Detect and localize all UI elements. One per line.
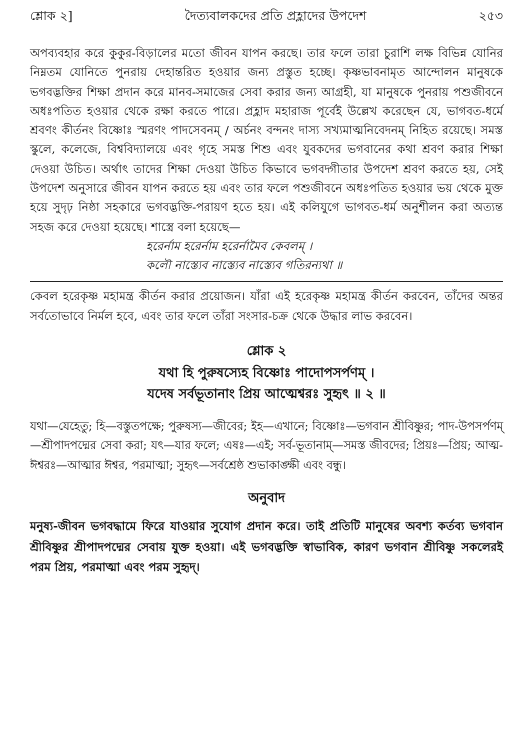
divider [30,281,503,282]
translation-heading: অনুবাদ [248,491,285,507]
header-chapter-title: দৈত্যবালকদের প্রতি প্রহ্লাদের উপদেশ [184,8,367,23]
running-header [30,8,503,30]
verse-line-1: যথা হি পুরুষস্যেহ বিষ্ণোঃ পাদোপসর্পণম্ । [158,365,375,381]
scripture-quote-line-2: কলৌ নাস্ত্যেব নাস্ত্যেব নাস্ত্যেব গতিরন্যথা ॥ [146,258,343,273]
header-verse-ref: শ্লোক ২] [30,8,73,23]
verse-title: শ্লোক ২ [246,343,287,359]
purport-paragraph: অপব্যবহার করে কুকুর-বিড়ালের মতো জীবন যাপন করছে। তার ফলে তারা চুরাশি লক্ষ বিভিন্ন যোনির নিম্নতম যোনিতে পুনরায় দেহান্তরিত হওয়ার জন্য প্রস্তুত হচ্ছে। কৃষ্ণভাবনামৃত আন্দোলন মানুষকে ভগবদ্ভক্তির শিক্ষা প্রদান করে মানব-সমাজের সেবা করার জন্য আগ্রহী, যা মানুষকে পুনরায় পশুজীবনে অধঃপতিত হওয়ার থেকে রক্ষা করতে পারে। প্রহ্লাদ মহারাজ পূর্বেই উল্লেখ করেছেন যে, ভাগবত-ধর্মে শ্রবণং কীর্তনং বিষ্ণোঃ স্মরণং পাদসেবনম্ / অর্চনং বন্দনং দাস্য সখ্যমাত্মনিবেদনম্ নিহিত রয়েছে। সমস্ত স্কুলে, কলেজে, বিশ্ববিদ্যালয়ে এবং গৃহে সমস্ত শিশু এবং যুবকদের ভগবানের কথা শ্রবণ করার শিক্ষা দেওয়া উচিত। অর্থাৎ তাদের শিক্ষা দেওয়া উচিত কিভাবে ভগবদ্গীতার উপদেশ শ্রবণ করতে হয়, সেই উপদেশ অনুসারে জীবন যাপন করতে হয় এবং তার ফলে পশুজীবনে অধঃপতিত হওয়ার ভয় থেকে মুক্ত হয়ে সুদৃঢ় নিষ্ঠা সহকারে ভগবদ্ভক্তি-পরায়ণ হতে হয়। এই কলিযুগে ভাগবত-ধর্ম অনুশীলন করা অত্যন্ত সহজ করে দেওয়া হয়েছে। শাস্ত্রে বলা হয়েছে— [30,46,503,234]
purport-closing-paragraph: কেবল হরেকৃষ্ণ মহামন্ত্র কীর্তন করার প্রয়োজন। যাঁরা এই হরেকৃষ্ণ মহামন্ত্র কীর্তন করবেন, তাঁদের অন্তর সর্বতোভাবে নির্মল হবে, এবং তার ফলে তাঁরা সংসার-চক্র থেকে উদ্ধার লাভ করবেন। [30,288,503,323]
verse-line-2: যদেষ সর্বভূতানাং প্রিয় আত্মেশ্বরঃ সুহৃৎ ॥ ২ ॥ [147,386,386,402]
scripture-quote-line-1: হরের্নাম হরের্নাম হরের্নামৈব কেবলম্ । [146,238,313,253]
page-number: ২৫৩ [478,8,503,23]
translation-text: মনুষ্য-জীবন ভগবদ্ধামে ফিরে যাওয়ার সুযোগ প্রদান করে। তাই প্রতিটি মানুষের অবশ্য কর্তব্য ভগবান শ্রীবিষ্ণুর শ্রীপাদপদ্মের সেবায় যুক্ত হওয়া। এই ভগবদ্ভক্তি স্বাভাবিক, কারণ ভগবান শ্রীবিষ্ণু সকলেরই পরম প্রিয়, পরমাত্মা এবং পরম সুহৃদ্। [30,519,503,575]
word-for-word-synonyms: যথা—যেহেতু; হি—বস্তুতপক্ষে; পুরুষস্য—জীবের; ইহ—এখানে; বিষ্ণোঃ—ভগবান শ্রীবিষ্ণুর; পাদ-উপসর্পণম্—শ্রীপাদপদ্মের সেবা করা; যৎ—যার ফলে; এষঃ—এই; সর্ব-ভূতানাম্—সমস্ত জীবদের; প্রিয়ঃ—প্রিয়; আত্ম-ঈশ্বরঃ—আত্মার ঈশ্বর, পরমাত্মা; সুহৃৎ—সর্বশ্রেষ্ঠ শুভাকাঙ্ক্ষী এবং বন্ধু। [30,419,503,472]
